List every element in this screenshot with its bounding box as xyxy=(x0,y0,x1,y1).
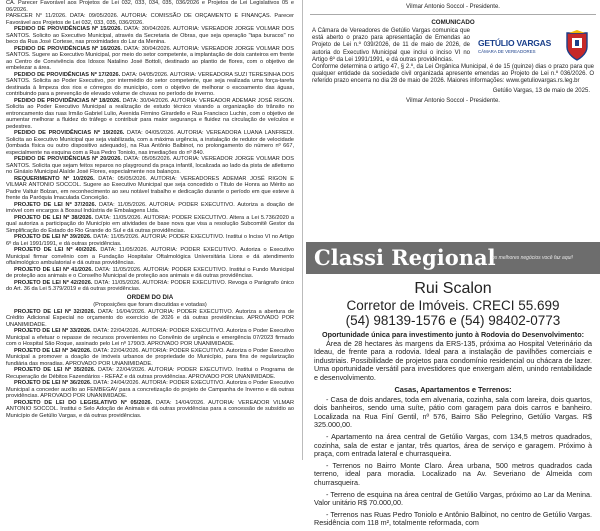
request-item xyxy=(6,130,294,156)
ad-listing: - Terrenos nas Ruas Pedro Toniolo e Antônio Balbinot, no centro de Getúlio Vargas. Residência com 118 m², totalmente reformada, com xyxy=(314,509,592,528)
request-item-text: DATA: 11/05/2026. AUTORIA: PODER EXECUTIVO. Institui o Fundo Municipal de proteção aos animais e o Conselho Municipal de proteção aos animais e dá outras providências. xyxy=(6,266,294,279)
request-item xyxy=(6,72,294,98)
signature-1: Vilmar Antonio Soccol - Presidente. xyxy=(406,4,500,10)
request-item xyxy=(6,176,294,202)
banner-tagline: os melhores negócios você faz aqui! xyxy=(492,255,573,261)
request-item-lead: REQUERIMENTO Nº 10/2026. xyxy=(14,175,95,182)
communique-title: COMUNICADO xyxy=(431,19,475,26)
order-item-lead: PROJETO DE LEI Nº 36/2026. xyxy=(14,380,92,386)
request-item-lead: PEDIDO DE PROVIDÊNCIAS Nº 16/2026. xyxy=(14,45,122,52)
request-item xyxy=(6,247,294,267)
signature-2: Vilmar Antonio Soccol - Presidente. xyxy=(406,97,500,104)
banner-title: Classi Regional xyxy=(314,245,496,270)
request-item-lead: PEDIDO DE PROVIDÊNCIAS Nº 20/2026. xyxy=(14,156,122,162)
request-item xyxy=(6,267,294,280)
agent-phones: (54) 98139-1576 e (54) 98402-0773 xyxy=(345,313,561,328)
order-item-lead: PROJETO DE LEI Nº 34/2026. xyxy=(14,347,92,354)
left-top-line-2: PARECER N° 11/2026. DATA: 09/05/2026. AUTORIA: COMISSÃO DE ORÇAMENTO E FINANÇAS. Parecer Favorável aos Projetos de Lei 032, 033, 035, 036/2026. xyxy=(6,13,294,26)
communique-paragraph-2: Conforme determina o artigo 47, § 2.º, da Lei Orgânica Municipal, é de 15 (quinze) dias o prazo para que qualquer entidade da sociedade civil organizada apresente emendas ao Projeto de Lei n.º 036/2026. O referido prazo encerra no dia 28 de maio de 2026. Maiores informações: www.getuliovargas.rs.leg.br xyxy=(312,64,594,85)
logo-title: GETÚLIO VARGAS xyxy=(478,38,552,48)
ad-listing: - Apartamento na área central de Getúlio Vargas, com 134,5 metros quadrados, cozinha, sala de estar e jantar, três quartos, área de serviço e garagem. Próximo à praça, com entrada lateral e churrasqueira. xyxy=(314,431,592,459)
order-item-lead: PROJETO DE LEI Nº 35/2026. xyxy=(14,367,96,373)
order-item xyxy=(6,328,294,348)
order-item xyxy=(6,367,294,380)
request-item-text: DATA: 11/05/2026. AUTORIA: PODER EXECUTIVO. Autoriza a doação de imóvel com encargos à Bossul Indústria de Embalagens Ltda. xyxy=(6,201,294,214)
request-item-text: DATA: 05/05/2026. AUTORIA: VEREADORES ADEMAR JOSÉ RIGON E VILMAR ANTONIO SOCCOL. Sugere ao Executivo Municipal que seja concedido o Título de Honra ao Mérito ao Padre Valtuir Bolzan, em reconhecimento ao seu notável trabalho e dedicação durante o período em que esteve à frente da Paróquia Imaculada Conceição. xyxy=(6,175,294,201)
request-item-text: DATA: 11/05/2026. AUTORIA: PODER EXECUTIVO. Autoriza o Executivo Municipal firmar convênio com a Fundação Hospitalar Oftalmológica Universitária Lions e dá atendimento oftalmológico ambulatorial e dá outras providências. xyxy=(6,247,294,266)
request-item xyxy=(6,280,294,293)
request-item-text: DATA: 11/05/2026. AUTORIA: PODER EXECUTIVO. Revoga o Parágrafo único do Art. 36 da Lei 5.379/2019 e dá outras providências. xyxy=(6,279,294,292)
request-item-lead: PEDIDO DE PROVIDÊNCIAS Nº 18/2026. xyxy=(14,97,121,104)
order-list xyxy=(0,309,300,420)
order-item xyxy=(6,400,294,420)
chamber-logo xyxy=(476,28,594,68)
ad-listing: - Casa de dois andares, toda em alvenaria, cozinha, sala com lareira, dois quartos, dois banheiros, sendo uma suíte, pátio com garagem para dois carros e banheiro. Localizada na Rua Finí Gentil, nº 576, Bairro São Pelegrino, Getúlio Vargas. R$ 325.000,00. xyxy=(314,394,592,430)
column-divider xyxy=(302,0,303,460)
ad-opportunity: Oportunidade única para investimento junto à Rodovia do Desenvolvimento: xyxy=(322,330,584,339)
request-item xyxy=(6,215,294,235)
request-item-text: DATA: 11/05/2026. AUTORIA: PODER EXECUTIVO. Institui o Inciso VI no Artigo 6º da Lei 1991/1991, e dá outras providências. xyxy=(6,234,294,247)
request-item xyxy=(6,26,294,46)
logo-subtitle: CÂMARA DE VEREADORES xyxy=(478,49,536,54)
request-item-lead: PEDIDO DE PROVIDÊNCIAS Nº 15/2026. xyxy=(14,26,122,32)
order-item xyxy=(6,348,294,368)
order-title: ORDEM DO DIA xyxy=(126,293,174,301)
requests-list xyxy=(0,26,300,293)
order-item-lead: PROJETO DE LEI Nº 32/2026. xyxy=(14,308,96,315)
request-item-text: DATA: 04/05/2026. AUTORIA: VEREADORA SUZI TERESINHA DOS SANTOS. Solicita ao Poder Executivo, por intermédio do setor competente, que seja realizada uma força-tarefa destinada à limpeza dos rios e córregos do município, com o objetivo de melhorar o escoamento das águas, contribuindo para a prevenção de elevado volume de chuvas no período de inverno. xyxy=(6,71,294,97)
order-item-text: DATA: 22/04/2026. AUTORIA: PODER EXECUTIVO. Institui o Programa de Recuperação de Débitos Fazendários - REFAZ e dá outras providências. APROVADO POR UNANIMIDADE. xyxy=(6,367,294,380)
order-subtitle: (Proposições que foram discutidas e votadas) xyxy=(93,301,207,308)
request-item xyxy=(6,46,294,72)
request-item xyxy=(6,98,294,131)
order-item-lead: PROJETO DE LEI Nº 33/2026. xyxy=(14,328,92,334)
communique-paragraph-1: A Câmara de Vereadores de Getúlio Vargas comunica que está aberto o prazo para apresentação de Emendas ao Projeto de Lei n.º 039/2026, de 11 de maio de 2026, de autoria do Executivo Municipal que inclui o inciso VI no Artigo 6º da Lei 1991/1991, e dá outras providências. xyxy=(312,28,470,63)
request-item-text: DATA: 30/04/2026. AUTORIA: VEREADOR JORGE VOLMAR DOS SANTOS. Solicito ao Executivo Municipal, através da Secretaria de Obras, que seja operação "tapa buracos" no beco da Rua José Cortese, nas proximidades do Lar da Menina. xyxy=(6,26,294,45)
request-item-lead: PROJETO DE LEI Nº 42/2026. xyxy=(14,279,93,286)
real-estate-ad xyxy=(306,280,600,531)
crest-icon xyxy=(564,30,590,62)
ad-paragraph-1: Área de 28 hectares às margens da ERS-135, próxima ao Hospital Veterinário da Ideau, de frente para a rodovia. Ideal para a instalação de pavilhões comerciais e industriais. Possibilidade de projetos para condomínio residencial ou chácara de lazer. Uma oportunidade versátil para investidores que enxergam além, unindo rentabilidade e desenvolvimento. xyxy=(314,338,592,382)
request-item-lead: PEDIDO DE PROVIDÊNCIAS Nº 17/2026. xyxy=(14,71,121,78)
request-item-lead: PROJETO DE LEI Nº 40/2026. xyxy=(14,247,98,253)
communique-block xyxy=(312,28,594,86)
order-item xyxy=(6,309,294,329)
request-item-lead: PROJETO DE LEI Nº 39/2026. xyxy=(14,234,92,240)
order-item-text: DATA: 14/04/2026. AUTORIA: VEREADOR VILMAR ANTONIO SOCCOL. Institui o Selo Adoção de Animais e dá outras providências para a concessão de subsídio ao Município de Getúlio Vargas, e dá outras providências. xyxy=(6,399,294,419)
left-top-line-1: CA. Parecer Favorável aos Projetos de Lei 032, 033, 034, 035, 036/2026 e Projetos de Lei Legislativos 05 e 06/2026. xyxy=(6,0,294,13)
legislative-column xyxy=(0,0,300,460)
request-item-lead: PROJETO DE LEI Nº 37/2026. xyxy=(14,201,97,208)
request-item xyxy=(6,202,294,215)
ad-listing: - Terreno de esquina na área central de Getúlio Vargas, próximo ao Lar da Menina. Valor unitário R$ 70.000,00. xyxy=(314,489,592,508)
dateline: Getúlio Vargas, 13 de maio de 2025. xyxy=(492,87,590,94)
request-item xyxy=(6,234,294,247)
request-item-text: DATA: 30/04/2026. AUTORIA: VEREADOR ADEMAR JOSÉ RIGON. Solicita ao Poder Executivo Municipal a realização de estudo técnico visando a organização do trânsito no entroncamento das ruas Irmão Gabriel Lulio, Avenida Firmino Girardello e Rua Francisco Luchin, com o objetivo de aumentar melhorar a fluidez do tráfego e contribuir para maior segurança e fluidez na circulação de veículos e pedestres. xyxy=(6,97,295,130)
request-item-text: DATA: 05/05/2026. AUTORIA: VEREADOR JORGE VOLMAR DOS SANTOS. Solicita que sejam feitos reparos no playground da praça infantil, localizada ao lado da pista de atletismo no Ginásio Municipal Alaíde José Flores, especialmente nos balanços. xyxy=(6,156,294,175)
agent-name: Rui Scalon xyxy=(414,280,492,297)
order-item-text: DATA: 22/04/2026. AUTORIA: PODER EXECUTIVO. Autoriza o Poder Executivo Municipal a efetuar o repasse de recursos provenientes no Convênio de urgência e emergência 07/2023 firmado com o Hospital São Roque, assinado pelo Lei nº 1790/3. APROVADO POR UNANIMIDADE. xyxy=(6,328,294,347)
agent-role: Corretor de Imóveis. CRECI 55.699 xyxy=(346,298,560,313)
ad-items-list xyxy=(306,396,600,528)
right-column xyxy=(306,0,600,528)
order-item-lead: PROJETO DE LEI DO LEGISLATIVO Nº 05/2026. xyxy=(14,399,153,406)
divider-rule xyxy=(310,14,596,15)
request-item-lead: PROJETO DE LEI Nº 41/2026. xyxy=(14,266,93,273)
request-item-text: DATA: 30/04/2026. AUTORIA: VEREADOR JORGE VOLMAR DOS SANTOS. Sugere ao Executivo Municipal, por meio do setor competente, a implantação de dois canteiros em frente ao Centro de Convivência dos Idosos Natalino José Bottoli, destinado ao plantio de flores, com o objetivo de embelezar a área. xyxy=(6,45,294,71)
order-item-text: DATA: 24/04/2026. AUTORIA: PODER EXECUTIVO. Autoriza o Poder Executivo Municipal a conceder auxílio ao FEMBEGAV para a concretização do projeto de Campanha de Inverno e dá outras providências. APROVADO POR UNANIMIDADE. xyxy=(6,380,294,399)
order-item-text: DATA: 16/04/2026. AUTORIA: PODER EXECUTIVO. Autoriza a abertura de Crédito Adicional Especial no orçamento do exercício de 2026 e dá outras providências. APROVADO POR UNANIMIDADE. xyxy=(6,308,294,328)
request-item-lead: PEDIDO DE PROVIDÊNCIAS Nº 19/2026. xyxy=(14,130,125,136)
order-item-text: DATA: 22/04/2026. AUTORIA: PODER EXECUTIVO. Autoriza o Poder Executivo Municipal a promover a doação de imóveis urbanos de propriedade do Município, para fins de regularização fundiária das moradias. APROVADO POR UNANIMIDADE. xyxy=(6,347,294,367)
request-item-lead: PROJETO DE LEI Nº 38/2026. xyxy=(14,214,94,221)
request-item-text: DATA: 11/05/2026. AUTORIA: PODER EXECUTIVO. Altera a Lei 5.736/2020 a qual autoriza a participação do Município em atividades de base nova que visa a resolução Subcomitê Gestor da Simplificação do Estado do Rio Grande do Sul e dá outras providências. xyxy=(6,214,294,234)
ad-listing: - Terrenos no Bairro Monte Claro. Área urbana, 500 metros quadrados cada terreno, ideal para moradia. Localizado na Av. Severiano de Almeida com churrasqueira. xyxy=(314,460,592,487)
ad-section-title: Casas, Apartamentos e Terrenos: xyxy=(394,384,512,394)
request-item-text: DATA: 04/05/2026. AUTORIA: VEREADORA LUANA LANFREDI. Solicita ao Executivo Municipal que seja viabilizada, com a máxima urgência, a instalação de redutor de velocidade (lombada física ou outro dispositivo adequado), na Rua Antônio Balbinot, no prolongamento do número nº 667, especialmente na esquina com a Rua Pedro Toniolo, nas imediações do nº 840. xyxy=(6,130,294,156)
order-item xyxy=(6,380,294,400)
classifieds-banner xyxy=(306,242,600,274)
request-item xyxy=(6,156,294,176)
